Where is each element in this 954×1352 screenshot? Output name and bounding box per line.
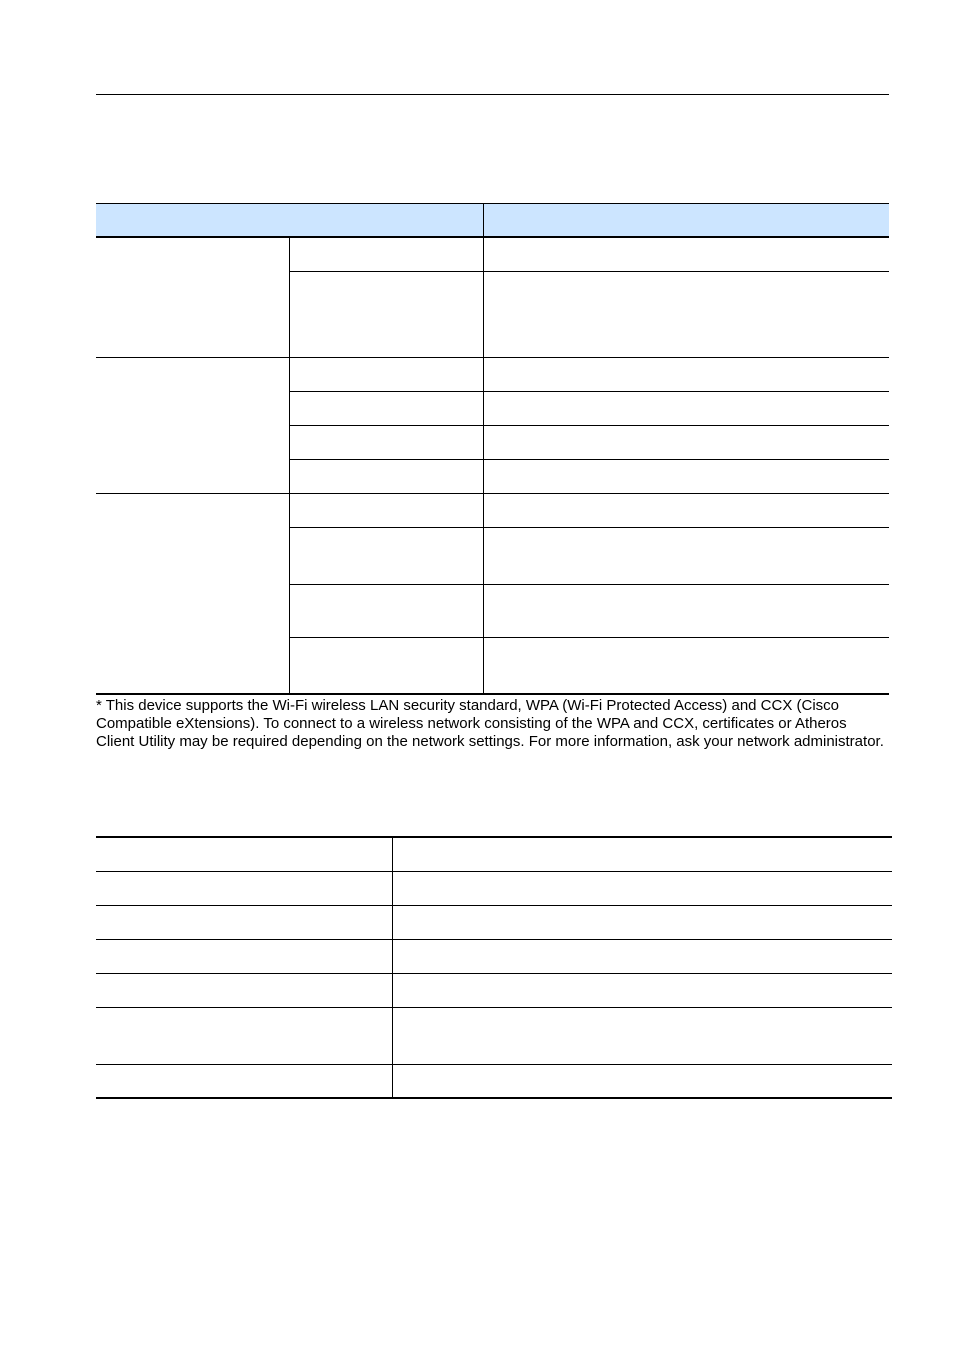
col-divider-1 [289,237,290,694]
row-line [96,1007,892,1008]
col-divider [392,836,393,1098]
row-line [96,871,892,872]
row-line [289,637,889,638]
footnote: * This device supports the Wi-Fi wireless LAN security standard, WPA (Wi-Fi Protected Access) and CCX (Cisco Compatible eXtensions). To connect to a wireless network consisting of the WPA and CCX, certificates or Atheros Client Utility may be required depending on the network settings. For more information, ask your network administrator. [96,697,884,750]
table-bottom-rule [96,1097,892,1099]
row-line [96,1064,892,1065]
table-header [96,203,889,238]
row-line [96,973,892,974]
table-top-rule [96,836,892,838]
group-line [96,357,889,358]
row-line [289,425,889,426]
col-divider-2 [483,237,484,694]
page-header-rule [96,94,889,95]
table-bottom-rule [96,693,889,695]
row-line [289,271,889,272]
row-line [289,527,889,528]
header-divider [483,204,484,236]
row-line [289,584,889,585]
row-line [96,905,892,906]
row-line [96,939,892,940]
row-line [289,459,889,460]
group-line [96,493,889,494]
row-line [289,391,889,392]
